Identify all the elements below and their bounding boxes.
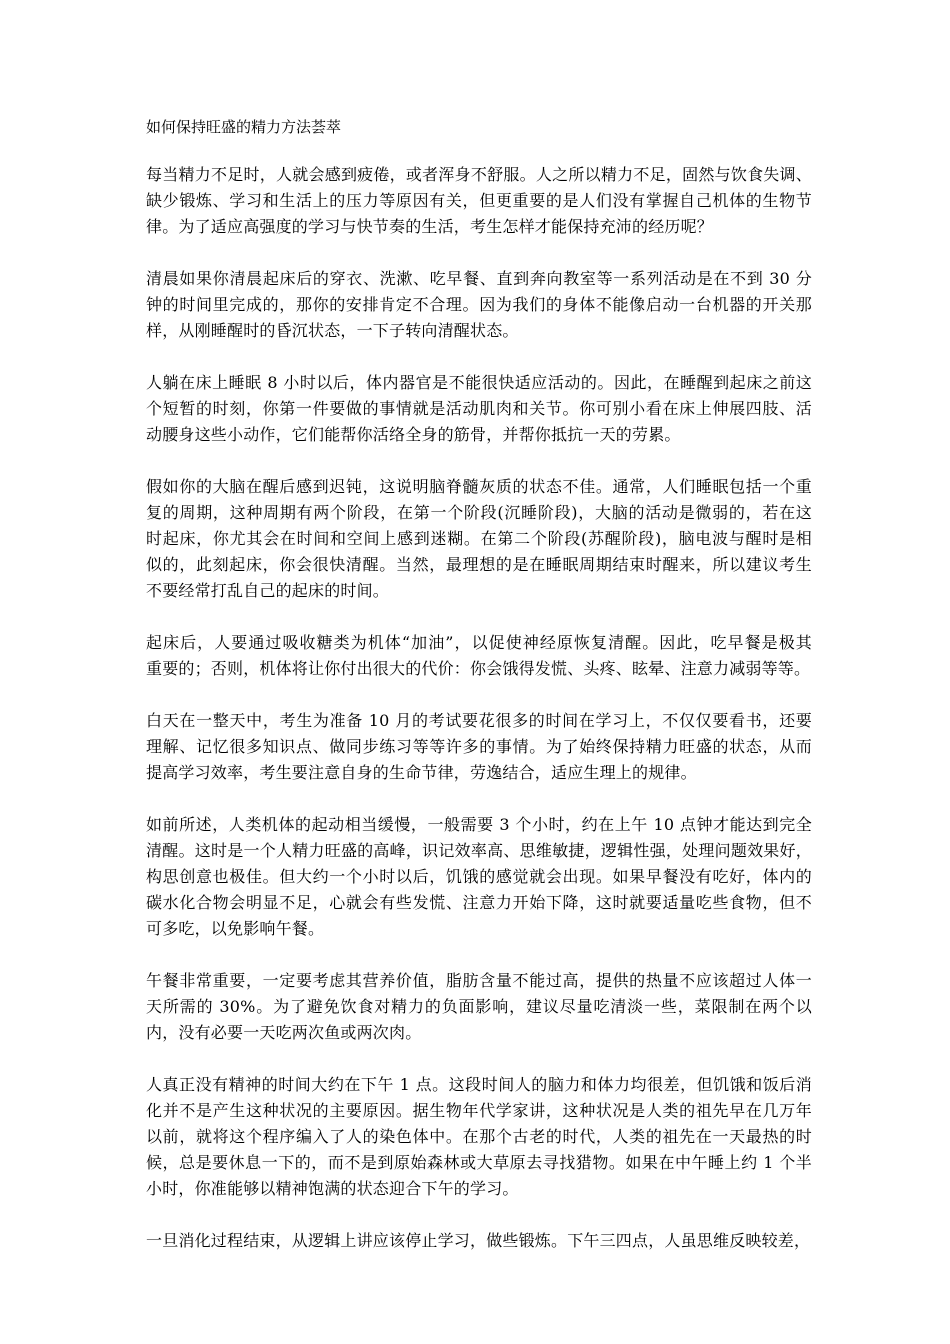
paragraph-line: 不要经常打乱自己的起床的时间。 <box>146 581 390 600</box>
paragraph <box>146 1228 812 1254</box>
paragraph-line: 构思创意也极佳。但大约一个小时以后，饥饿的感觉就会出现。如果早餐没有吃好，体内的 <box>146 867 812 886</box>
paragraph-line: 缺少锻炼、学习和生活上的压力等原因有关，但更重要的是人们没有掌握自己机体的生物节 <box>146 191 812 210</box>
paragraph-line: 碳水化合物会明显不足，心就会有些发慌、注意力开始下降，这时就要适量吃些食物，但不 <box>146 893 812 912</box>
paragraph <box>146 630 812 682</box>
document-body <box>146 162 812 1254</box>
document-title: 如何保持旺盛的精力方法荟萃 <box>146 118 342 136</box>
paragraph <box>146 812 812 942</box>
paragraph-line: 样，从刚睡醒时的昏沉状态，一下子转向清醒状态。 <box>146 321 519 340</box>
paragraph-line: 以前，就将这个程序编入了人的染色体中。在那个古老的时代，人类的祖先在一天最热的时 <box>146 1127 812 1146</box>
paragraph <box>146 266 812 344</box>
paragraph <box>146 474 812 604</box>
paragraph-line: 重要的；否则，机体将让你付出很大的代价：你会饿得发慌、头疼、眩晕、注意力减弱等等。 <box>146 659 811 678</box>
paragraph-line: 动腰身这些小动作，它们能帮你活络全身的筋骨，并帮你抵抗一天的劳累。 <box>146 425 681 444</box>
paragraph-line: 人真正没有精神的时间大约在下午 1 点。这段时间人的脑力和体力均很差，但饥饿和饭后消 <box>146 1075 812 1094</box>
paragraph-line: 候，总是要休息一下的，而不是到原始森林或大草原去寻找猎物。如果在中午睡上约 1 个半 <box>146 1153 812 1172</box>
paragraph-line: 理解、记忆很多知识点、做同步练习等等许多的事情。为了始终保持精力旺盛的状态，从而 <box>146 737 812 756</box>
paragraph-line: 天所需的 30%。为了避免饮食对精力的负面影响，建议尽量吃清淡一些，菜限制在两个以 <box>146 997 812 1016</box>
paragraph-line: 钟的时间里完成的，那你的安排肯定不合理。因为我们的身体不能像启动一台机器的开关那 <box>146 295 812 314</box>
paragraph-line: 内，没有必要一天吃两次鱼或两次肉。 <box>146 1023 422 1042</box>
paragraph-line: 化并不是产生这种状况的主要原因。据生物年代学家讲，这种状况是人类的祖先早在几万年 <box>146 1101 812 1120</box>
paragraph <box>146 708 812 786</box>
paragraph-line: 似的，此刻起床，你会很快清醒。当然，最理想的是在睡眠周期结束时醒来，所以建议考生 <box>146 555 812 574</box>
paragraph-line: 复的周期，这种周期有两个阶段，在第一个阶段(沉睡阶段)，大脑的活动是微弱的，若在这 <box>146 503 812 522</box>
paragraph-line: 人躺在床上睡眠 8 小时以后，体内器官是不能很快适应活动的。因此，在睡醒到起床之前这 <box>146 373 812 392</box>
paragraph <box>146 968 812 1046</box>
document-page <box>146 114 812 1280</box>
paragraph <box>146 162 812 240</box>
paragraph-line: 起床后，人要通过吸收糖类为机体“加油”，以促使神经原恢复清醒。因此，吃早餐是极其 <box>146 633 812 652</box>
paragraph-line: 律。为了适应高强度的学习与快节奏的生活，考生怎样才能保持充沛的经历呢？ <box>146 217 714 236</box>
paragraph-line: 清醒。这时是一个人精力旺盛的高峰，识记效率高、思维敏捷，逻辑性强，处理问题效果好， <box>146 841 812 860</box>
paragraph-line: 清晨如果你清晨起床后的穿衣、洗漱、吃早餐、直到奔向教室等一系列活动是在不到 30 分 <box>146 269 812 288</box>
paragraph-line: 一旦消化过程结束，从逻辑上讲应该停止学习，做些锻炼。下午三四点，人虽思维反映较差， <box>146 1231 811 1250</box>
paragraph <box>146 1072 812 1202</box>
paragraph-line: 个短暂的时刻，你第一件要做的事情就是活动肌肉和关节。你可别小看在床上伸展四肢、活 <box>146 399 812 418</box>
paragraph-line: 午餐非常重要，一定要考虑其营养价值，脂肪含量不能过高，提供的热量不应该超过人体一 <box>146 971 812 990</box>
paragraph <box>146 370 812 448</box>
paragraph-line: 假如你的大脑在醒后感到迟钝，这说明脑脊髓灰质的状态不佳。通常，人们睡眠包括一个重 <box>146 477 812 496</box>
paragraph-line: 时起床，你尤其会在时间和空间上感到迷糊。在第二个阶段(苏醒阶段)，脑电波与醒时是相 <box>146 529 812 548</box>
paragraph-line: 白天在一整天中，考生为准备 10 月的考试要花很多的时间在学习上，不仅仅要看书，还要 <box>146 711 812 730</box>
paragraph-line: 小时，你准能够以精神饱满的状态迎合下午的学习。 <box>146 1179 519 1198</box>
paragraph-line: 可多吃，以免影响午餐。 <box>146 919 325 938</box>
paragraph-line: 如前所述，人类机体的起动相当缓慢，一般需要 3 个小时，约在上午 10 点钟才能达到完全 <box>146 815 812 834</box>
paragraph-line: 每当精力不足时，人就会感到疲倦，或者浑身不舒服。人之所以精力不足，固然与饮食失调、 <box>146 165 812 184</box>
paragraph-line: 提高学习效率，考生要注意自身的生命节律，劳逸结合，适应生理上的规律。 <box>146 763 697 782</box>
